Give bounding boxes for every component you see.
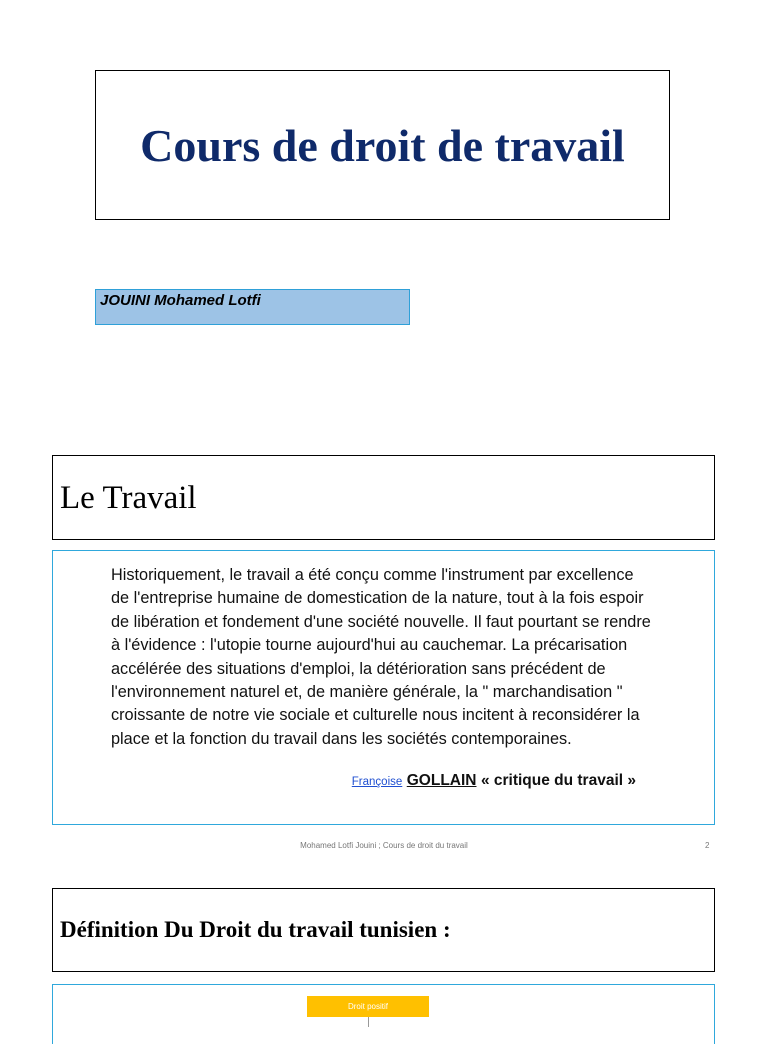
quote-citation: [352, 772, 636, 790]
citation-author-last-name: GOLLAIN: [406, 772, 477, 789]
definition-heading-box: [52, 888, 715, 972]
citation-author-first-name[interactable]: Françoise: [351, 776, 403, 788]
section-heading-box: [52, 455, 715, 540]
page-footer: Mohamed Lotfi Jouini ; Cours de droit du travail: [300, 841, 468, 850]
quote-box: [52, 550, 715, 825]
title-box: [95, 70, 670, 220]
section-heading: Le Travail: [60, 480, 197, 516]
citation-work-title: « critique du travail »: [480, 772, 636, 789]
document-title: Cours de droit de travail: [140, 119, 625, 171]
diagram-node-droit-positif: Droit positif: [307, 996, 429, 1017]
author-box: [95, 289, 410, 325]
page-number: 2: [705, 841, 710, 850]
diagram-connector: [368, 1017, 369, 1027]
author-name: JOUINI Mohamed Lotfi: [100, 292, 261, 309]
definition-heading: Définition Du Droit du travail tunisien :: [60, 917, 451, 942]
quote-text: Historiquement, le travail a été conçu comme l'instrument par excellence de l'entreprise humaine de domestication de la nature, tout à la fois espoir de libération et fondement d'une société nouvelle. Il faut pourtant se rendre à l'évidence : l'utopie tourne aujourd'hui au cauchemar. La précarisation accélérée des situations d'emploi, la détérioration sans précédent de l'environnement naturel et, de manière générale, la " marchandisation " croissante de notre vie sociale et culturelle nous incitent à reconsidérer la place et la fonction du travail dans les sociétés contemporaines.: [111, 566, 651, 748]
